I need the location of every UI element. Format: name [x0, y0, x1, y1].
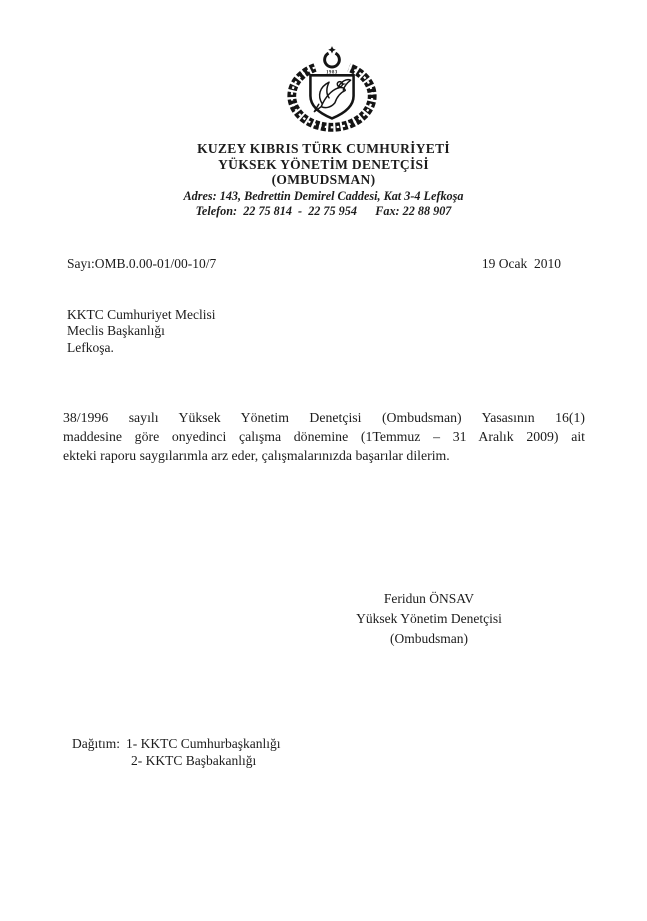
recipient-line: Meclis Başkanlığı — [67, 323, 165, 339]
distribution-label: Dağıtım: — [72, 736, 120, 751]
letterhead-office: YÜKSEK YÖNETİM DENETÇİSİ — [218, 156, 429, 172]
letter-date: 19 Ocak 2010 — [481, 256, 561, 271]
letterhead-address: Adres: 143, Bedrettin Demirel Caddesi, Kat 3-4 Lefkoşa — [183, 188, 464, 203]
body-line: maddesine göre onyedinci çalışma dönemine (1Temmuz – 31 Aralık 2009) ait — [63, 428, 585, 444]
distribution-block — [72, 736, 281, 769]
reference-number: Sayı:OMB.0.00-01/00-10/7 — [67, 256, 217, 271]
distribution-item: 1- KKTC Cumhurbaşkanlığı — [126, 736, 281, 751]
signatory-name: Feridun ÖNSAV — [383, 591, 475, 606]
recipient-block — [67, 307, 216, 356]
shield-outline — [310, 75, 353, 118]
letterhead — [0, 141, 647, 219]
letterhead-phone-fax: Telefon: 22 75 814 - 22 75 954 Fax: 22 88 907 — [195, 204, 452, 219]
signatory-title: Yüksek Yönetim Denetçisi — [356, 610, 502, 626]
signature-block — [314, 589, 544, 648]
body-paragraph — [63, 409, 585, 465]
body-line: ekteki raporu saygılarımla arz eder, çalışmalarınızda başarılar dilerim. — [63, 447, 450, 463]
body-line: 38/1996 sayılı Yüksek Yönetim Denetçisi (Ombudsman) Yasasının 16(1) — [63, 410, 585, 425]
letterhead-country: KUZEY KIBRIS TÜRK CUMHURİYETİ — [197, 141, 450, 156]
reference-row — [67, 256, 561, 272]
crescent-star-icon — [325, 46, 340, 67]
letterhead-office-alt: (OMBUDSMAN) — [271, 172, 376, 187]
distribution-item: 2- KKTC Başbakanlığı — [131, 752, 257, 768]
kktc-coat-of-arms — [281, 44, 383, 138]
distribution-items — [126, 736, 281, 769]
signatory-subtitle: (Ombudsman) — [390, 630, 468, 646]
emblem-year-label: 1983 — [326, 70, 338, 76]
recipient-line: KKTC Cumhuriyet Meclisi — [67, 307, 216, 322]
recipient-line: Lefkoşa. — [67, 339, 114, 355]
